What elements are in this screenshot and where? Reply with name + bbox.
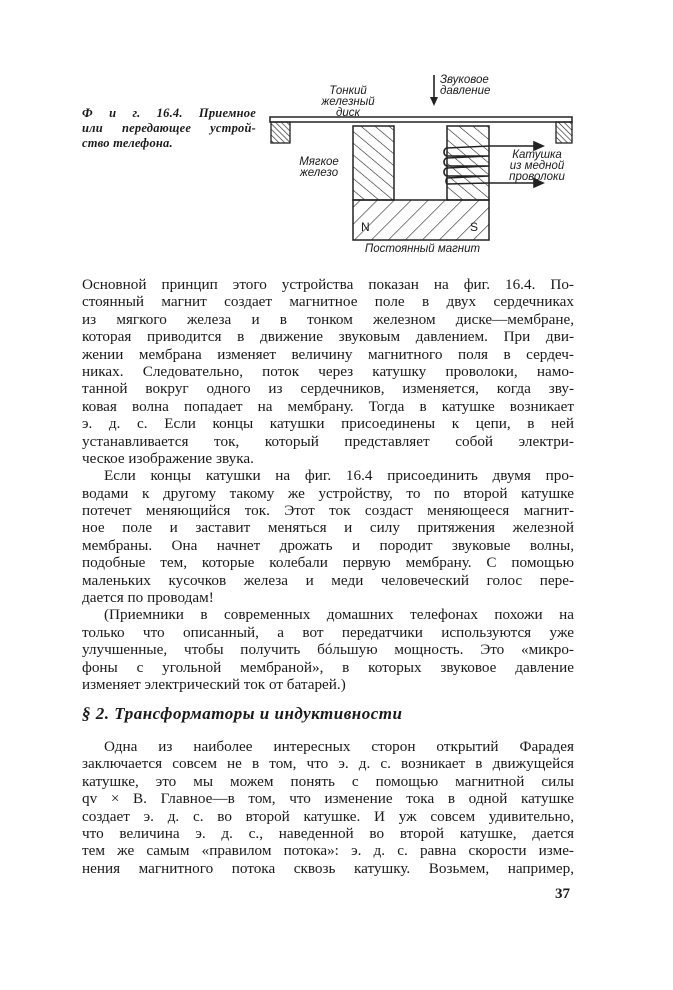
sound-pressure-arrow: [430, 75, 438, 106]
text-line: ное поле и заставит меняться и силу притяжения железной: [82, 519, 574, 537]
label-line: Мягкое: [299, 156, 339, 168]
text-line: тем же самым «правилом потока»: э. д. с. равна скорости изме-: [82, 842, 574, 860]
label-line: железный диск: [321, 96, 375, 119]
paragraph-1: [82, 276, 574, 693]
label-line: Звуковое: [440, 74, 489, 86]
label-line: проволоки: [509, 171, 565, 183]
label-line: Тонкий: [329, 85, 367, 97]
text-line: Если концы катушки на фиг. 16.4 присоединить двумя про-: [104, 467, 574, 485]
permanent-magnet: [353, 200, 489, 240]
text-line: никах. Следовательно, поток через катушку проволоки, намо-: [82, 362, 574, 380]
text-line: qv × B. Главное—в том, что изменение тока в одной катушке: [82, 790, 574, 808]
text-line: э. д. с. Если концы катушки присоединены к цепи, в ней: [82, 415, 574, 433]
soft-iron-left-core: [353, 126, 394, 200]
text-line: ческое изображение звука.: [82, 449, 254, 467]
label-sound-pressure: [440, 75, 490, 97]
text-line: потечет меняющийся ток. Этот ток создаст меняющееся магнит-: [82, 502, 574, 520]
text-line: мембраны. Она начнет дрожать и породит звуковые волны,: [82, 536, 574, 554]
text-line: жении мембрана изменяет величину магнитного поля в сердеч-: [82, 345, 574, 363]
label-permanent-magnet: Постоянный магнит: [364, 243, 481, 255]
label-line: из медной: [509, 160, 565, 172]
text-line: нения магнитного потока сквозь катушку. Возьмем, например,: [82, 859, 574, 877]
text-line: Основной принцип этого устройства показан на фиг. 16.4. По-: [82, 276, 574, 293]
text-line: которая приводится в движение звуковым давлением. При дви-: [82, 328, 574, 346]
figure-caption: [82, 106, 256, 151]
label-north-pole: N: [361, 220, 370, 234]
section-heading: § 2. Трансформаторы и индуктивности: [82, 704, 403, 723]
soft-iron-right-core: [447, 126, 489, 200]
label-copper-coil: [508, 150, 566, 183]
caption-line: ство телефона.: [82, 136, 173, 150]
text-line: изменяет электрический ток от батарей.): [82, 675, 346, 693]
text-line: что величина э. д. с., наведенной во второй катушке, дается: [82, 824, 574, 842]
text-line: маленьких кусочков железа и меди человеческий голос пере-: [82, 571, 574, 589]
text-line: только что описанный, а вот передатчики используются уже: [82, 623, 574, 641]
label-line: Катушка: [512, 149, 562, 161]
text-line: создает э. д. с. во второй катушке. И уж совсем удивительно,: [82, 807, 574, 825]
label-line: железо: [299, 167, 339, 179]
label-thin-iron-disk: [312, 86, 384, 119]
text-line: (Приемники в современных домашних телефонах похожи на: [104, 606, 574, 624]
text-line: Одна из наиболее интересных сторон открытий Фарадея: [104, 738, 574, 755]
text-line: фоны с угольной мембраной», в которых звуковое давление: [82, 658, 574, 676]
caption-line: или передающее устрой-: [82, 121, 256, 135]
iron-disk: [270, 117, 572, 143]
text-line: заключается совсем не в том, что э. д. с. возникает в движущейся: [82, 755, 574, 773]
caption-line: Ф и г. 16.4. Приемное: [82, 106, 256, 120]
text-line: водами к другому такому же устройству, то по второй катушке: [82, 484, 574, 502]
section-paragraph: [82, 738, 574, 877]
text-line: стоянный магнит создает магнитное поле в двух сердечниках: [82, 293, 574, 311]
text-line: из мягкого железа и в тонком железном диске—мембране,: [82, 310, 574, 328]
label-soft-iron: [294, 157, 344, 179]
text-line: подобные тем, которые колебали первую мембрану. С помощью: [82, 554, 574, 572]
text-line: танной вокруг одного из сердечников, изменяется, когда зву-: [82, 380, 574, 398]
label-south-pole: S: [470, 220, 479, 234]
label-line: давление: [440, 85, 491, 97]
text-line: ковая волна попадает на мембрану. Тогда в катушке возникает: [82, 397, 574, 415]
text-line: улучшенные, чтобы получить бóльшую мощность. Это «микро-: [82, 641, 574, 659]
page-number: 37: [555, 886, 570, 902]
text-line: устанавливается ток, который представляет собой электри-: [82, 432, 574, 450]
text-line: катушке, это мы можем понять с помощью магнитной силы: [82, 772, 574, 790]
text-line: дается по проводам!: [82, 589, 214, 607]
